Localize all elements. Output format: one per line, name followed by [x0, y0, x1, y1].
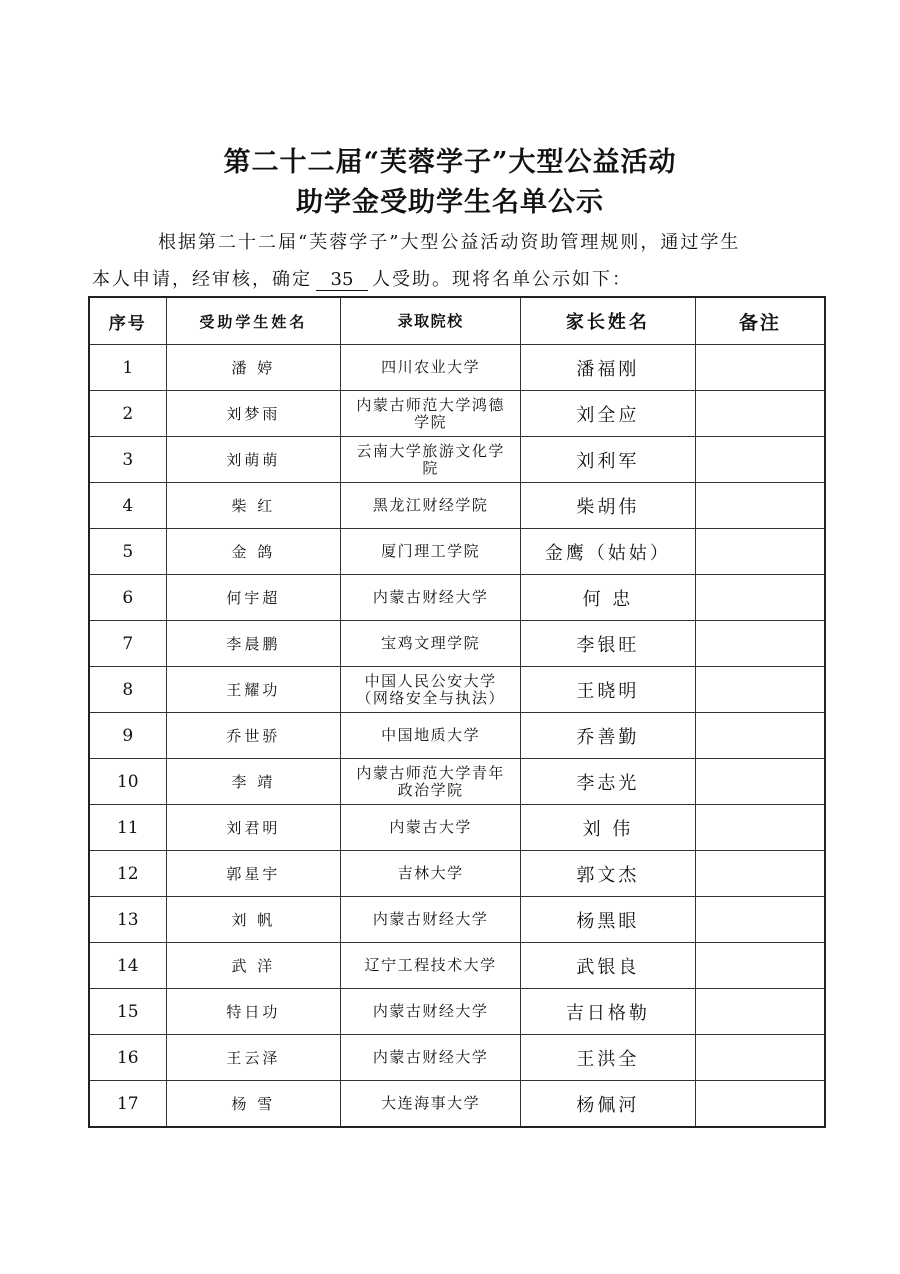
- row-student-name: 特日功: [166, 989, 341, 1035]
- row-index: 5: [89, 529, 166, 575]
- row-note: [695, 437, 825, 483]
- row-parent-name: 李志光: [520, 759, 695, 805]
- row-note: [695, 621, 825, 667]
- row-index: 7: [89, 621, 166, 667]
- row-index: 10: [89, 759, 166, 805]
- row-note: [695, 1035, 825, 1081]
- school-text: 厦门理工学院: [381, 542, 481, 560]
- row-student-name: 王耀功: [166, 667, 341, 713]
- school-text: 宝鸡文理学院: [381, 634, 481, 652]
- header-parent-name: 家长姓名: [520, 297, 695, 345]
- row-student-name: 刘君明: [166, 805, 341, 851]
- row-parent-name: 刘全应: [520, 391, 695, 437]
- intro-line2: [92, 265, 822, 295]
- school-text: 内蒙古财经大学: [372, 1002, 489, 1020]
- row-school: [341, 529, 521, 575]
- row-index: 12: [89, 851, 166, 897]
- school-text: 内蒙古师范大学鸿德学院: [356, 395, 505, 431]
- row-parent-name: 潘福刚: [520, 345, 695, 391]
- row-student-name: 杨 雪: [166, 1081, 341, 1128]
- intro-text-before: 本人申请，经审核，确定: [92, 269, 312, 290]
- row-student-name: 潘 婷: [166, 345, 341, 391]
- table-row: [89, 437, 825, 483]
- table-row: [89, 1035, 825, 1081]
- row-school: [341, 989, 521, 1035]
- row-index: 13: [89, 897, 166, 943]
- recipient-count: 35: [316, 270, 368, 291]
- table-row: [89, 713, 825, 759]
- row-note: [695, 897, 825, 943]
- header-school: 录取院校: [341, 297, 521, 345]
- row-index: 2: [89, 391, 166, 437]
- row-note: [695, 851, 825, 897]
- school-text: 辽宁工程技术大学: [364, 956, 497, 974]
- row-index: 9: [89, 713, 166, 759]
- intro-text-after: 人受助。现将名单公示如下：: [372, 269, 632, 290]
- row-index: 17: [89, 1081, 166, 1128]
- table-row: [89, 621, 825, 667]
- row-school: [341, 805, 521, 851]
- row-parent-name: 杨黑眼: [520, 897, 695, 943]
- row-index: 8: [89, 667, 166, 713]
- table-row: [89, 483, 825, 529]
- recipient-table: [88, 296, 826, 1128]
- table-row: [89, 1081, 825, 1128]
- row-note: [695, 759, 825, 805]
- school-text: 内蒙古师范大学青年政治学院: [356, 763, 505, 799]
- row-student-name: 何宇超: [166, 575, 341, 621]
- row-note: [695, 713, 825, 759]
- school-text: 四川农业大学: [381, 358, 481, 376]
- row-index: 1: [89, 345, 166, 391]
- row-school: [341, 391, 521, 437]
- table-body: [89, 345, 825, 1128]
- row-parent-name: 乔善勤: [520, 713, 695, 759]
- row-school: [341, 483, 521, 529]
- row-school: [341, 437, 521, 483]
- table-row: [89, 575, 825, 621]
- row-index: 16: [89, 1035, 166, 1081]
- row-index: 14: [89, 943, 166, 989]
- row-student-name: 刘梦雨: [166, 391, 341, 437]
- school-text: 中国地质大学: [381, 726, 481, 744]
- row-index: 15: [89, 989, 166, 1035]
- row-student-name: 刘萌萌: [166, 437, 341, 483]
- page-title-line2: 助学金受助学生名单公示: [296, 187, 604, 218]
- school-text: 云南大学旅游文化学院: [356, 441, 505, 477]
- row-school: [341, 713, 521, 759]
- row-school: [341, 851, 521, 897]
- row-parent-name: 武银良: [520, 943, 695, 989]
- row-school: [341, 759, 521, 805]
- row-student-name: 郭星宇: [166, 851, 341, 897]
- row-parent-name: 吉日格勒: [520, 989, 695, 1035]
- table-row: [89, 345, 825, 391]
- row-parent-name: 李银旺: [520, 621, 695, 667]
- row-note: [695, 529, 825, 575]
- school-text: 内蒙古财经大学: [372, 910, 489, 928]
- row-parent-name: 何 忠: [520, 575, 695, 621]
- row-student-name: 李 靖: [166, 759, 341, 805]
- row-student-name: 柴 红: [166, 483, 341, 529]
- row-school: [341, 1081, 521, 1128]
- school-text: 中国人民公安大学（网络安全与执法）: [356, 671, 505, 707]
- page-title-line1: 第二十二届“芙蓉学子”大型公益活动: [223, 147, 677, 178]
- row-student-name: 刘 帆: [166, 897, 341, 943]
- row-student-name: 金 鸽: [166, 529, 341, 575]
- row-student-name: 乔世骄: [166, 713, 341, 759]
- row-parent-name: 金鹰（姑姑）: [520, 529, 695, 575]
- school-text: 黑龙江财经学院: [372, 496, 489, 514]
- table-header-row: [89, 297, 825, 345]
- row-parent-name: 郭文杰: [520, 851, 695, 897]
- school-text: 内蒙古财经大学: [372, 1048, 489, 1066]
- header-index: 序号: [89, 297, 166, 345]
- row-note: [695, 943, 825, 989]
- row-parent-name: 刘利军: [520, 437, 695, 483]
- table-row: [89, 943, 825, 989]
- row-note: [695, 1081, 825, 1128]
- row-note: [695, 575, 825, 621]
- school-text: 大连海事大学: [381, 1094, 481, 1112]
- table-row: [89, 391, 825, 437]
- row-school: [341, 897, 521, 943]
- row-note: [695, 989, 825, 1035]
- row-parent-name: 王洪全: [520, 1035, 695, 1081]
- intro-line1: 根据第二十二届“芙蓉学子”大型公益活动资助管理规则，通过学生: [158, 232, 741, 253]
- row-index: 4: [89, 483, 166, 529]
- row-school: [341, 943, 521, 989]
- row-student-name: 武 洋: [166, 943, 341, 989]
- table-row: [89, 897, 825, 943]
- row-index: 11: [89, 805, 166, 851]
- row-note: [695, 345, 825, 391]
- school-text: 吉林大学: [397, 864, 464, 882]
- row-index: 3: [89, 437, 166, 483]
- row-parent-name: 王晓明: [520, 667, 695, 713]
- row-parent-name: 杨佩河: [520, 1081, 695, 1128]
- row-parent-name: 刘 伟: [520, 805, 695, 851]
- header-student-name: 受助学生姓名: [166, 297, 341, 345]
- row-note: [695, 483, 825, 529]
- row-school: [341, 667, 521, 713]
- row-note: [695, 805, 825, 851]
- table-row: [89, 851, 825, 897]
- table-row: [89, 759, 825, 805]
- school-text: 内蒙古大学: [389, 818, 472, 836]
- table-row: [89, 989, 825, 1035]
- row-note: [695, 391, 825, 437]
- row-parent-name: 柴胡伟: [520, 483, 695, 529]
- school-text: 内蒙古财经大学: [372, 588, 489, 606]
- row-school: [341, 575, 521, 621]
- row-student-name: 王云泽: [166, 1035, 341, 1081]
- row-student-name: 李晨鹏: [166, 621, 341, 667]
- row-index: 6: [89, 575, 166, 621]
- table-row: [89, 805, 825, 851]
- row-school: [341, 1035, 521, 1081]
- row-school: [341, 621, 521, 667]
- table-row: [89, 529, 825, 575]
- table-row: [89, 667, 825, 713]
- row-school: [341, 345, 521, 391]
- header-note: 备注: [695, 297, 825, 345]
- row-note: [695, 667, 825, 713]
